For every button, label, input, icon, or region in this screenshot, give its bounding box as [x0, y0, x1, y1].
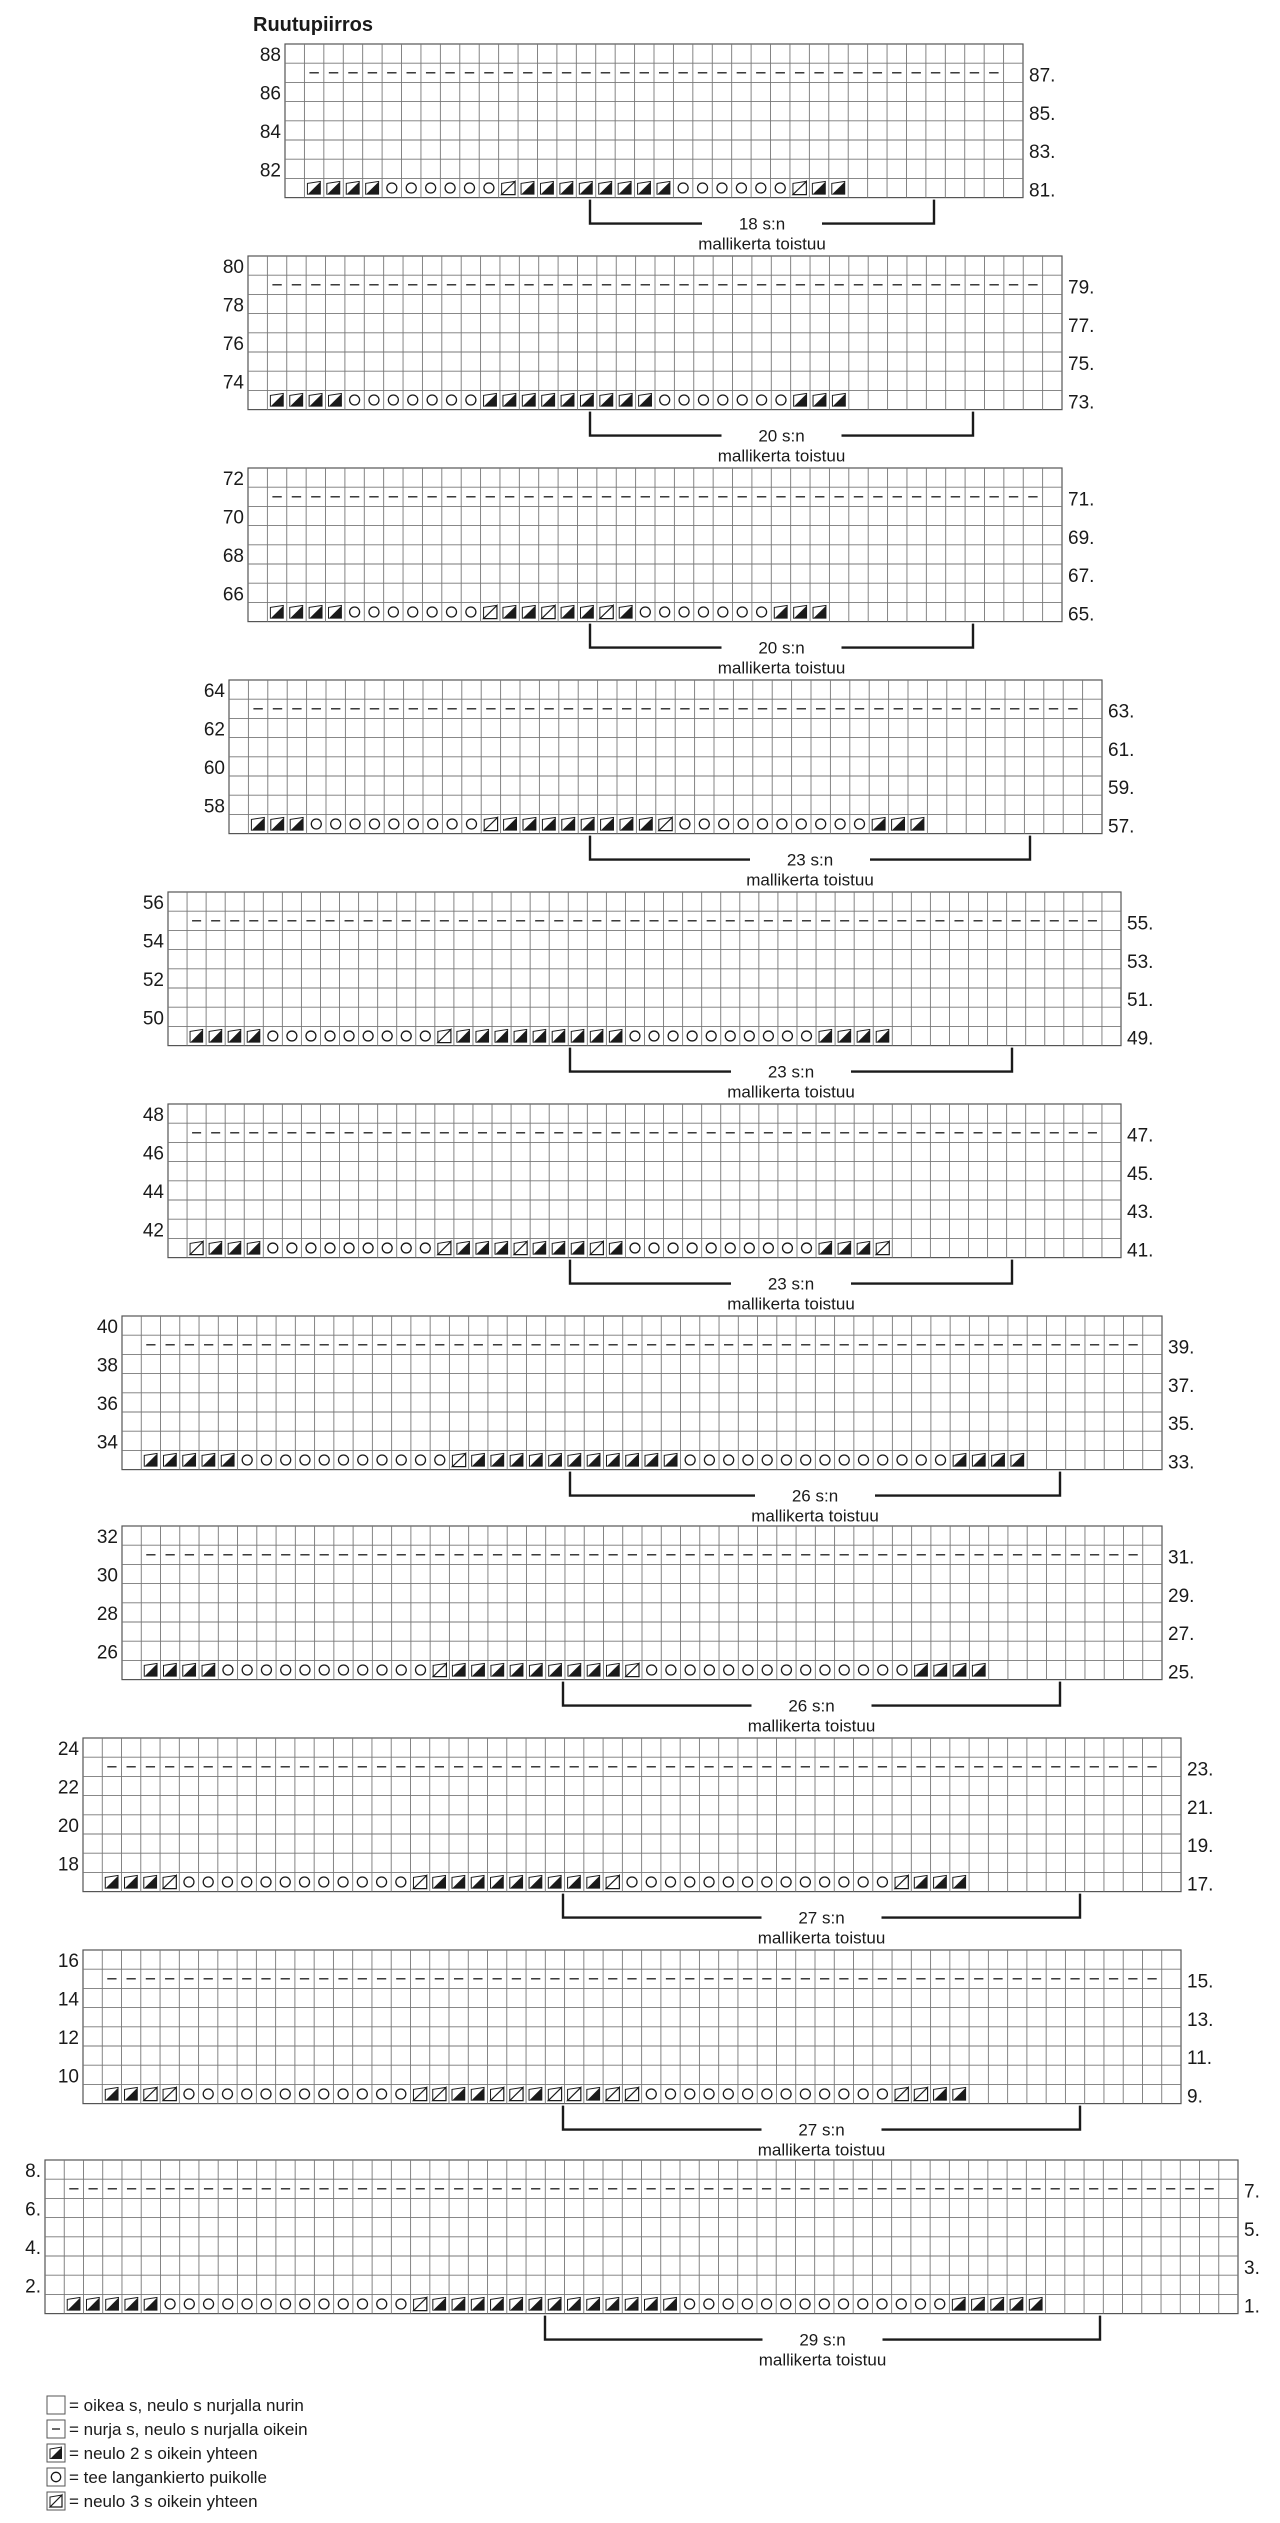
row-number-right: 31.: [1168, 1547, 1195, 1569]
row-number-right: 53.: [1127, 951, 1154, 973]
row-number-right: 37.: [1168, 1375, 1195, 1397]
row-number-left: 72: [222, 469, 244, 491]
repeat-bracket: [590, 836, 1030, 890]
repeat-label: 27 s:n: [798, 2120, 845, 2140]
repeat-caption: mallikerta toistuu: [758, 2350, 887, 2370]
row-number-right: 71.: [1068, 489, 1095, 511]
row-number-right: 85.: [1029, 103, 1056, 125]
repeat-label: 27 s:n: [798, 1908, 845, 1928]
row-number-right: 23.: [1187, 1759, 1214, 1781]
repeat-bracket: [590, 624, 973, 678]
chart-grid: [122, 1526, 1162, 1680]
row-number-left: 78: [222, 295, 244, 317]
repeat-bracket: [590, 412, 973, 466]
chart-block: [223, 256, 1095, 466]
row-number-left: 48: [142, 1105, 164, 1127]
row-number-right: 67.: [1068, 566, 1095, 588]
repeat-caption: mallikerta toistuu: [747, 1716, 876, 1736]
row-number-left: 32: [96, 1527, 118, 1549]
row-number-left: 74: [222, 372, 244, 394]
row-number-left: 38: [96, 1355, 118, 1377]
row-number-right: 39.: [1168, 1337, 1195, 1359]
row-number-left: 30: [96, 1565, 118, 1587]
chart-grid: [285, 44, 1023, 198]
chart-block: [143, 892, 1154, 1102]
chart-grid: [168, 892, 1121, 1046]
repeat-label: 23 s:n: [767, 1062, 815, 1082]
chart-block: [204, 680, 1135, 890]
chart-grid: [45, 2160, 1238, 2314]
row-number-right: 33.: [1168, 1452, 1195, 1474]
row-number-right: 63.: [1108, 701, 1135, 723]
row-number-right: 43.: [1127, 1202, 1154, 1224]
chart-block: [260, 44, 1056, 254]
row-number-right: 83.: [1029, 142, 1056, 164]
row-number-right: 77.: [1068, 315, 1095, 337]
row-number-left: 60: [203, 758, 225, 779]
repeat-caption: mallikerta toistuu: [698, 234, 826, 254]
row-number-right: 59.: [1108, 778, 1135, 800]
row-number-left: 36: [96, 1394, 118, 1415]
row-number-left: 64: [203, 681, 225, 703]
repeat-bracket: [563, 1894, 1080, 1948]
repeat-caption: mallikerta toistuu: [727, 1082, 855, 1102]
row-number-right: 5.: [1244, 2219, 1260, 2241]
row-number-left: 22: [57, 1777, 79, 1799]
row-number-right: 79.: [1068, 277, 1095, 299]
repeat-caption: mallikerta toistuu: [717, 658, 846, 678]
repeat-caption: mallikerta toistuu: [757, 1928, 886, 1948]
row-number-right: 61.: [1108, 739, 1135, 761]
legend-text: = neulo 3 s oikein yhteen: [69, 2492, 258, 2511]
chart-block: [25, 2160, 1260, 2370]
repeat-label: 29 s:n: [799, 2330, 846, 2350]
row-number-right: 73.: [1068, 392, 1095, 414]
repeat-caption: mallikerta toistuu: [751, 1506, 879, 1526]
repeat-bracket: [545, 2316, 1100, 2370]
row-number-right: 81.: [1029, 180, 1056, 202]
repeat-label: 23 s:n: [767, 1274, 815, 1294]
legend-text: = neulo 2 s oikein yhteen: [69, 2444, 258, 2463]
row-number-left: 54: [142, 931, 164, 953]
row-number-right: 49.: [1127, 1028, 1154, 1050]
repeat-caption: mallikerta toistuu: [746, 870, 874, 890]
chart-blocks: [25, 44, 1260, 2370]
row-number-left: 28: [96, 1604, 118, 1625]
legend-item: [47, 2492, 258, 2511]
row-number-left: 58: [203, 796, 225, 818]
row-number-left: 26: [96, 1642, 118, 1664]
row-number-left: 70: [222, 507, 244, 529]
repeat-label: 23 s:n: [786, 850, 834, 870]
chart-block: [97, 1526, 1195, 1736]
row-number-right: 41.: [1127, 1240, 1154, 1262]
repeat-bracket: [563, 2106, 1080, 2160]
repeat-label: 26 s:n: [788, 1696, 835, 1716]
row-number-left: 6.: [25, 2199, 41, 2221]
row-number-left: 40: [96, 1317, 118, 1339]
repeat-bracket: [590, 200, 934, 254]
repeat-bracket: [570, 1472, 1060, 1526]
row-number-right: 1.: [1244, 2296, 1260, 2318]
chart-grid: [229, 680, 1102, 834]
row-number-left: 56: [142, 893, 164, 915]
row-number-left: 52: [142, 970, 164, 991]
row-number-right: 17.: [1187, 1874, 1214, 1896]
row-number-left: 8.: [25, 2161, 41, 2183]
row-number-right: 21.: [1187, 1797, 1214, 1819]
row-number-left: 14: [57, 1989, 79, 2011]
row-number-right: 7.: [1244, 2181, 1260, 2203]
repeat-bracket: [563, 1682, 1060, 1736]
row-number-right: 29.: [1168, 1585, 1195, 1607]
row-number-right: 15.: [1187, 1971, 1214, 1993]
row-number-right: 57.: [1108, 816, 1135, 838]
row-number-left: 4.: [25, 2238, 41, 2259]
chart-grid: [83, 1738, 1181, 1892]
row-number-left: 42: [142, 1220, 164, 1242]
repeat-bracket: [570, 1048, 1012, 1102]
row-number-left: 16: [57, 1951, 79, 1973]
row-number-right: 9.: [1187, 2086, 1203, 2108]
row-number-left: 82: [259, 160, 281, 182]
row-number-left: 62: [203, 719, 225, 741]
row-number-left: 34: [96, 1432, 118, 1454]
row-number-left: 10: [57, 2066, 79, 2088]
legend-text: = oikea s, neulo s nurjalla nurin: [69, 2396, 304, 2415]
legend-text: = tee langankierto puikolle: [69, 2468, 267, 2487]
chart-grid: [168, 1104, 1121, 1258]
repeat-label: 26 s:n: [791, 1486, 839, 1506]
legend-item: [47, 2420, 308, 2439]
row-number-left: 18: [57, 1854, 79, 1876]
row-number-right: 19.: [1187, 1836, 1214, 1858]
legend-item: [47, 2468, 267, 2487]
row-number-left: 46: [142, 1143, 164, 1165]
legend-text: = nurja s, neulo s nurjalla oikein: [69, 2420, 308, 2439]
row-number-left: 50: [142, 1008, 164, 1030]
repeat-bracket: [570, 1260, 1012, 1314]
row-number-left: 86: [259, 83, 281, 105]
row-number-right: 27.: [1168, 1624, 1195, 1646]
repeat-label: 20 s:n: [758, 638, 805, 658]
row-number-left: 20: [57, 1816, 79, 1837]
row-number-left: 66: [222, 584, 244, 606]
row-number-right: 13.: [1187, 2009, 1214, 2031]
row-number-right: 75.: [1068, 354, 1095, 376]
repeat-caption: mallikerta toistuu: [757, 2140, 886, 2160]
row-number-right: 55.: [1127, 913, 1154, 935]
row-number-left: 12: [57, 2028, 79, 2049]
chart-block: [58, 1738, 1214, 1948]
row-number-right: 87.: [1029, 65, 1056, 87]
row-number-left: 84: [259, 122, 281, 143]
repeat-label: 18 s:n: [738, 214, 786, 234]
repeat-label: 20 s:n: [758, 426, 805, 446]
row-number-right: 11.: [1187, 2048, 1213, 2070]
row-number-left: 80: [222, 257, 244, 279]
chart-grid: [122, 1316, 1162, 1470]
chart-grid: [248, 256, 1062, 410]
chart-block: [58, 1950, 1214, 2160]
row-number-left: 76: [222, 334, 244, 355]
row-number-left: 44: [142, 1182, 164, 1203]
row-number-right: 45.: [1127, 1163, 1154, 1185]
chart-grid: [248, 468, 1062, 622]
row-number-left: 2.: [25, 2276, 41, 2298]
row-number-right: 25.: [1168, 1662, 1195, 1684]
row-number-right: 3.: [1244, 2258, 1260, 2280]
chart-block: [97, 1316, 1195, 1526]
repeat-caption: mallikerta toistuu: [727, 1294, 855, 1314]
legend-item: [47, 2396, 304, 2415]
chart-block: [143, 1104, 1154, 1314]
row-number-left: 24: [57, 1739, 79, 1761]
chart-block: [223, 468, 1095, 678]
legend: [47, 2396, 308, 2511]
row-number-right: 47.: [1127, 1125, 1154, 1147]
repeat-caption: mallikerta toistuu: [717, 446, 846, 466]
row-number-right: 69.: [1068, 527, 1095, 549]
chart-grid: [83, 1950, 1181, 2104]
row-number-right: 51.: [1127, 990, 1154, 1012]
legend-item: [47, 2444, 258, 2463]
row-number-right: 65.: [1068, 604, 1095, 626]
row-number-right: 35.: [1168, 1414, 1195, 1436]
row-number-left: 88: [259, 45, 281, 67]
row-number-left: 68: [222, 546, 244, 567]
chart-title: Ruutupiirros: [253, 14, 373, 36]
